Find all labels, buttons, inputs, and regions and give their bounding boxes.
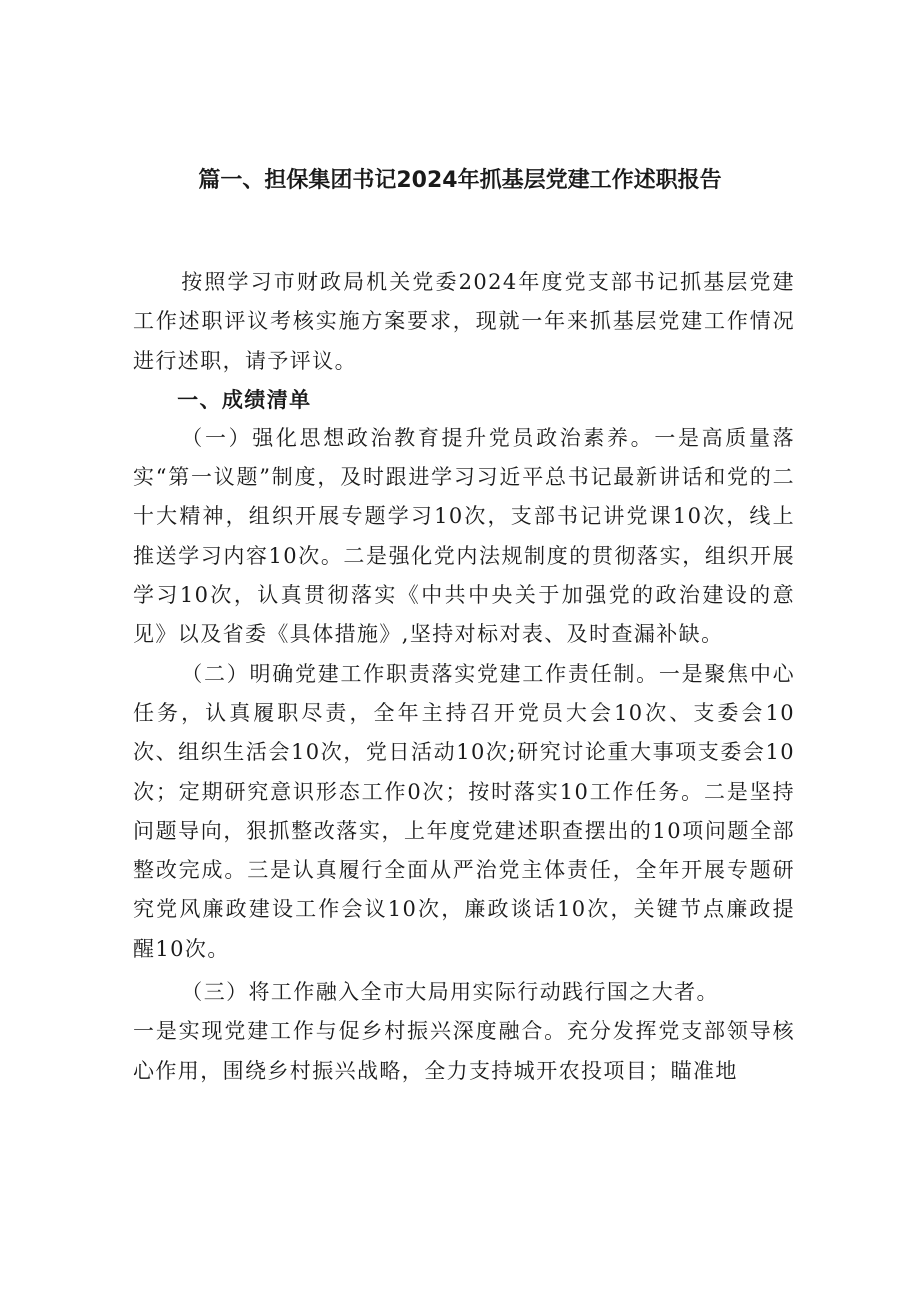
section-heading: 一、成绩清单	[177, 387, 312, 412]
document-title: 篇一、担保集团书记2024年抓基层党建工作述职报告	[198, 168, 722, 193]
intro-paragraph: 按照学习市财政局机关党委2024年度党支部书记抓基层党建工作述职评议考核实施方案要求，现就一年来抓基层党建工作情况进行述职，请予评议。	[133, 270, 795, 373]
paragraph-1: （一）强化思想政治教育提升党员政治素养。一是高质量落实“第一议题”制度，及时跟进学习习近平总书记最新讲话和党的二十大精神，组织开展专题学习10次，支部书记讲党课10次，线上推送学习内容10次。二是强化党内法规制度的贯彻落实，组织开展学习10次，认真贯彻落实《中共中央关于加强党的政治建设的意见》以及省委《具体措施》,坚持对标对表、及时查漏补缺。	[133, 425, 795, 647]
paragraph-3-body: 一是实现党建工作与促乡村振兴深度融合。充分发挥党支部领导核心作用，围绕乡村振兴战略，全力支持城开农投项目；瞄准地	[133, 1019, 795, 1083]
document-body	[133, 263, 795, 1091]
paragraph-2: （二）明确党建工作职责落实党建工作责任制。一是聚焦中心任务，认真履职尽责，全年主持召开党员大会10次、支委会10次、组织生活会10次，党日活动10次;研究讨论重大事项支委会10次；定期研究意识形态工作0次；按时落实10工作任务。二是坚持问题导向，狠抓整改落实，上年度党建述职查摆出的10项问题全部整改完成。三是认真履行全面从严治党主体责任，全年开展专题研究党风廉政建设工作会议10次，廉政谈话10次，关键节点廉政提醒10次。	[133, 661, 795, 961]
paragraph-3-lead: （三）将工作融入全市大局用实际行动践行国之大者。	[181, 980, 719, 1005]
